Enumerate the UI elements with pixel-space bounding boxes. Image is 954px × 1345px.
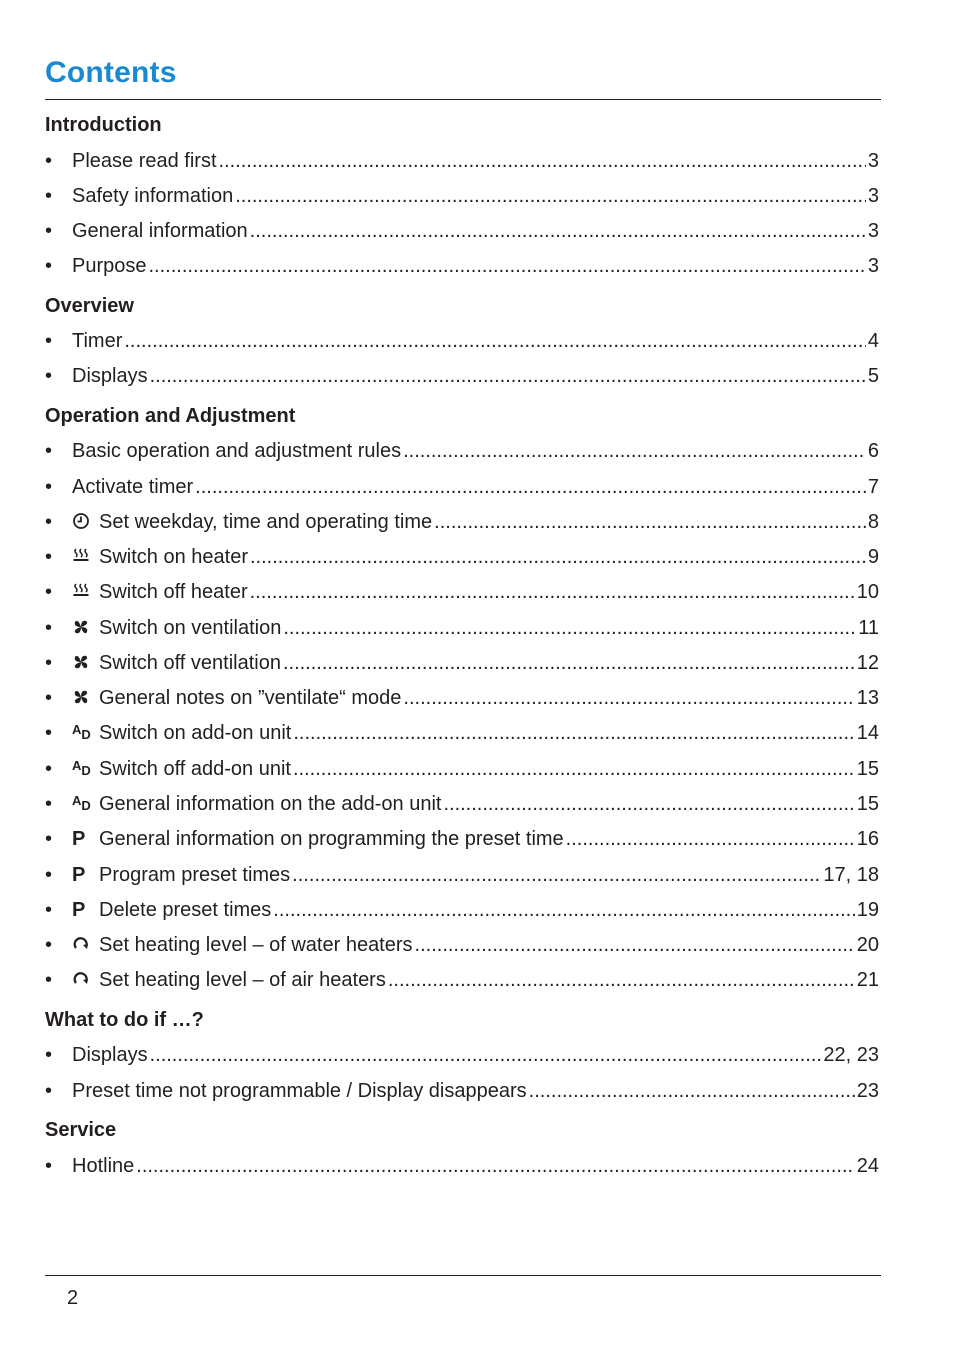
dot-leader: [529, 1080, 855, 1103]
toc-entry[interactable]: [45, 511, 879, 537]
toc-entry-page: 19: [856, 899, 879, 921]
toc-entry-page: 15: [856, 758, 879, 780]
toc-entry-label: Program preset times: [99, 864, 291, 886]
dot-leader: [292, 864, 821, 887]
clock-icon: [72, 512, 99, 533]
toc-entry-label: Switch off ventilation: [99, 652, 281, 674]
dot-leader: [388, 969, 855, 992]
toc-entry-label: General notes on ”ventilate“ mode: [99, 687, 402, 709]
bullet: •: [45, 365, 53, 387]
toc-entry-label: General information on the add-on unit: [99, 793, 442, 815]
toc-entry-label: Set heating level – of water heaters: [99, 934, 413, 956]
bullet: •: [45, 864, 53, 886]
bullet: •: [45, 934, 53, 956]
addon-unit-icon: [72, 722, 99, 744]
toc-entry-label: Switch off heater: [99, 581, 248, 603]
dot-leader: [434, 511, 866, 534]
toc-entry-label: Displays: [72, 365, 148, 387]
bullet: •: [45, 1080, 53, 1102]
toc-entry[interactable]: [45, 365, 879, 391]
dot-leader: [443, 793, 854, 816]
toc-entry[interactable]: [45, 793, 879, 819]
addon-glyph-a: A: [72, 793, 82, 808]
toc-entry-page: 17, 18: [823, 864, 879, 886]
toc-entry-page: 4: [867, 330, 879, 352]
toc-entry-page: 20: [856, 934, 879, 956]
bullet: •: [45, 185, 53, 207]
dot-leader: [149, 255, 866, 278]
section-heading: Service: [45, 1119, 117, 1141]
dot-leader: [195, 476, 866, 499]
program-icon: P: [72, 864, 86, 886]
bullet: •: [45, 793, 53, 815]
bullet: •: [45, 330, 53, 352]
addon-glyph-a: A: [72, 722, 82, 737]
toc-entry-page: 21: [856, 969, 879, 991]
toc-entry[interactable]: [45, 255, 879, 281]
toc-entry-page: 3: [867, 255, 879, 277]
toc-entry-page: 13: [856, 687, 879, 709]
dot-leader: [566, 828, 855, 851]
toc-entry[interactable]: [45, 687, 879, 713]
toc-entry-page: 3: [867, 150, 879, 172]
toc-entry[interactable]: [45, 1080, 879, 1106]
bullet: •: [45, 687, 53, 709]
toc-entry-label: Switch off add-on unit: [99, 758, 291, 780]
fan-icon: [72, 653, 99, 674]
toc-entry-page: 23: [856, 1080, 879, 1102]
toc-entry-page: 12: [856, 652, 879, 674]
program-icon: P: [72, 828, 86, 850]
dot-leader: [415, 934, 855, 957]
toc-entry[interactable]: [45, 758, 879, 784]
bullet: •: [45, 758, 53, 780]
bullet: •: [45, 1044, 53, 1066]
toc-entry[interactable]: [45, 476, 879, 502]
fan-icon: [72, 688, 99, 709]
bullet: •: [45, 255, 53, 277]
toc-entry-label: Basic operation and adjustment rules: [72, 440, 402, 462]
dot-leader: [219, 150, 866, 173]
dot-leader: [283, 652, 855, 675]
toc-entry-label: Safety information: [72, 185, 234, 207]
bullet: •: [45, 1155, 53, 1177]
addon-glyph-d: D: [81, 763, 91, 778]
toc-entry[interactable]: [45, 722, 879, 748]
heating-level-icon: [72, 935, 99, 956]
bullet: •: [45, 581, 53, 603]
bullet: •: [45, 722, 53, 744]
footer-divider: [45, 1275, 881, 1276]
toc-entry[interactable]: [45, 546, 879, 572]
toc-entry-page: 16: [856, 828, 879, 850]
toc-entry-label: Please read first: [72, 150, 217, 172]
bullet: •: [45, 220, 53, 242]
toc-entry-label: Hotline: [72, 1155, 135, 1177]
toc-entry[interactable]: [45, 899, 879, 925]
dot-leader: [124, 330, 866, 353]
addon-glyph-a: A: [72, 758, 82, 773]
toc-entry[interactable]: [45, 1044, 879, 1070]
toc-entry-page: 11: [858, 617, 879, 639]
dot-leader: [273, 899, 854, 922]
bullet: •: [45, 617, 53, 639]
toc-entry-page: 3: [867, 185, 879, 207]
bullet: •: [45, 476, 53, 498]
toc-entry-page: 6: [867, 440, 879, 462]
addon-unit-icon: [72, 758, 99, 780]
toc-entry-label: Timer: [72, 330, 123, 352]
dot-leader: [293, 722, 854, 745]
dot-leader: [283, 617, 856, 640]
heater-icon: [72, 582, 99, 603]
toc-entry[interactable]: [45, 969, 879, 995]
toc-entry-page: 3: [867, 220, 879, 242]
toc-entry[interactable]: [45, 150, 879, 176]
toc-entry-label: Switch on add-on unit: [99, 722, 292, 744]
dot-leader: [150, 365, 866, 388]
toc-entry[interactable]: [45, 652, 879, 678]
toc-entry-label: Displays: [72, 1044, 148, 1066]
toc-entry-label: Delete preset times: [99, 899, 272, 921]
dot-leader: [250, 220, 866, 243]
toc-entry-page: 22, 23: [823, 1044, 879, 1066]
toc-entry[interactable]: [45, 581, 879, 607]
dot-leader: [235, 185, 866, 208]
toc-entry-label: Switch on heater: [99, 546, 248, 568]
section-heading: Overview: [45, 295, 134, 317]
page-title: Contents: [45, 56, 177, 89]
bullet: •: [45, 828, 53, 850]
dot-leader: [150, 1044, 822, 1067]
toc-entry-page: 15: [856, 793, 879, 815]
toc-entry[interactable]: [45, 440, 879, 466]
addon-glyph-d: D: [81, 798, 91, 813]
toc-entry-page: 7: [867, 476, 879, 498]
dot-leader: [250, 581, 855, 604]
toc-entry-label: Preset time not programmable / Display disappears: [72, 1080, 527, 1102]
toc-entry[interactable]: [45, 864, 879, 890]
section-heading: Operation and Adjustment: [45, 405, 296, 427]
dot-leader: [403, 687, 854, 710]
toc-entry[interactable]: [45, 220, 879, 246]
program-icon: P: [72, 899, 86, 921]
dot-leader: [403, 440, 866, 463]
toc-entry[interactable]: [45, 330, 879, 356]
bullet: •: [45, 150, 53, 172]
dot-leader: [250, 546, 866, 569]
toc-entry-page: 9: [867, 546, 879, 568]
dot-leader: [293, 758, 855, 781]
bullet: •: [45, 969, 53, 991]
heating-level-icon: [72, 970, 99, 991]
bullet: •: [45, 440, 53, 462]
toc-entry-page: 8: [867, 511, 879, 533]
addon-glyph-d: D: [81, 727, 91, 742]
toc-entry[interactable]: [45, 934, 879, 960]
toc-entry-label: Purpose: [72, 255, 147, 277]
section-heading: What to do if …?: [45, 1009, 204, 1031]
bullet: •: [45, 546, 53, 568]
toc-entry[interactable]: [45, 617, 879, 643]
toc-entry[interactable]: [45, 185, 879, 211]
toc-entry-page: 14: [856, 722, 879, 744]
addon-unit-icon: [72, 793, 99, 815]
bullet: •: [45, 652, 53, 674]
dot-leader: [136, 1155, 854, 1178]
toc-entry-page: 10: [856, 581, 879, 603]
toc-entry-page: 24: [856, 1155, 879, 1177]
toc-entry-label: General information on programming the preset time: [99, 828, 564, 850]
toc-entry-label: Activate timer: [72, 476, 194, 498]
toc-entry-label: General information: [72, 220, 248, 242]
section-heading: Introduction: [45, 114, 162, 136]
toc-entry[interactable]: [45, 828, 879, 854]
toc-entry-label: Set heating level – of air heaters: [99, 969, 386, 991]
toc-entry-label: Switch on ventilation: [99, 617, 282, 639]
toc-entry-label: Set weekday, time and operating time: [99, 511, 433, 533]
page-number: 2: [67, 1287, 79, 1309]
toc-entry[interactable]: [45, 1155, 879, 1181]
fan-icon: [72, 618, 99, 639]
toc-entry-page: 5: [867, 365, 879, 387]
heater-icon: [72, 547, 99, 568]
bullet: •: [45, 511, 53, 533]
bullet: •: [45, 899, 53, 921]
